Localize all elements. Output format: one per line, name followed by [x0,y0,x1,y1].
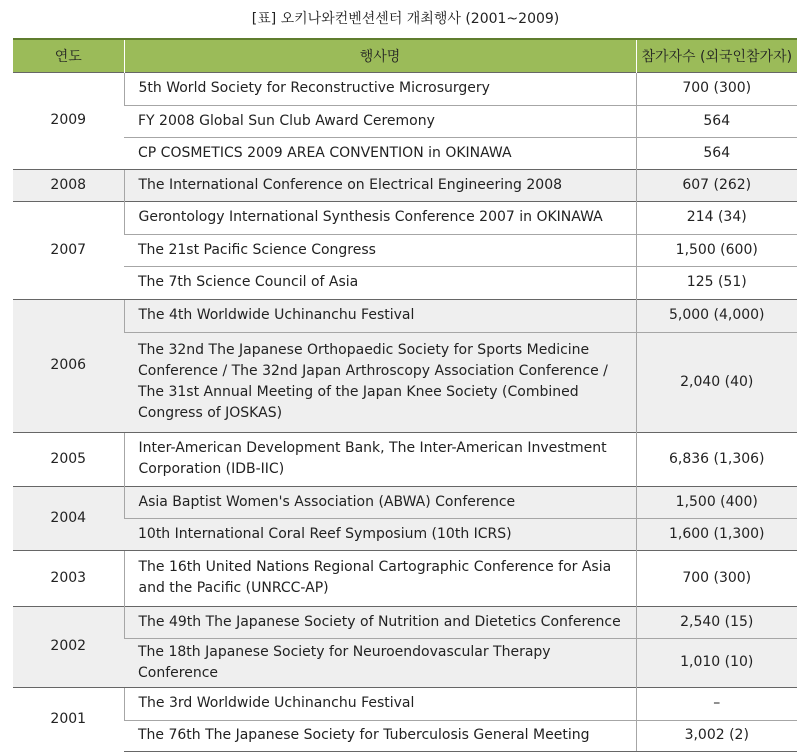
attendance-cell: – [636,687,797,720]
table-row [13,687,797,720]
event-name-cell: 5th World Society for Reconstructive Microsurgery [124,72,636,105]
attendance-cell: 700 (300) [636,72,797,105]
header-row [13,39,797,72]
attendance-cell: 700 (300) [636,550,797,606]
attendance-cell: 1,010 (10) [636,638,797,687]
table-caption: [표] 오키나와컨벤션센터 개최행사 (2001~2009) [251,11,560,27]
header-event: 행사명 [124,39,636,72]
attendance-cell: 5,000 (4,000) [636,299,797,332]
header-year: 연도 [13,39,124,72]
table-row [13,72,797,105]
year-cell: 2004 [13,486,124,550]
event-name-cell: The 21st Pacific Science Congress [124,234,636,266]
year-cell: 2009 [13,72,124,169]
event-name-cell: The 76th The Japanese Society for Tuberculosis General Meeting [124,720,636,751]
table-row [13,606,797,638]
event-name-cell: Gerontology International Synthesis Conference 2007 in OKINAWA [124,201,636,234]
attendance-cell: 607 (262) [636,169,797,201]
table-row [13,638,797,687]
table-row [13,432,797,486]
event-name-cell: Inter-American Development Bank, The Inter-American Investment Corporation (IDB-IIC) [124,432,636,486]
attendance-cell: 1,500 (400) [636,486,797,518]
table-row [13,169,797,201]
year-cell: 2002 [13,606,124,687]
attendance-cell: 1,600 (1,300) [636,518,797,550]
attendance-cell: 2,040 (40) [636,332,797,432]
attendance-cell: 564 [636,105,797,137]
table-row [13,550,797,606]
table-row [13,518,797,550]
event-name-cell: Asia Baptist Women's Association (ABWA) Conference [124,486,636,518]
header-attendance: 참가자수 (외국인참가자) [636,39,797,72]
table-row [13,486,797,518]
event-name-cell: The 16th United Nations Regional Cartographic Conference for Asia and the Pacific (UNRCC-AP) [124,550,636,606]
event-name-cell: FY 2008 Global Sun Club Award Ceremony [124,105,636,137]
year-cell: 2003 [13,550,124,606]
table-row [13,299,797,332]
table-row [13,266,797,299]
table-row [13,720,797,751]
table-row [13,332,797,432]
attendance-cell: 1,500 (600) [636,234,797,266]
year-cell: 2006 [13,299,124,432]
event-name-cell: The 32nd The Japanese Orthopaedic Society for Sports Medicine Conference / The 32nd Japan Arthroscopy Association Conference / The 31st Annual Meeting of the Japan Knee Society (Combined Congress of JOSKAS) [124,332,636,432]
event-name-cell: The 7th Science Council of Asia [124,266,636,299]
table-row [13,137,797,169]
year-cell: 2005 [13,432,124,486]
event-name-cell: The 18th Japanese Society for Neuroendovascular Therapy Conference [124,638,636,687]
table-row [13,234,797,266]
event-name-cell: The 4th Worldwide Uchinanchu Festival [124,299,636,332]
attendance-cell: 6,836 (1,306) [636,432,797,486]
table-row [13,105,797,137]
event-name-cell: 10th International Coral Reef Symposium (10th ICRS) [124,518,636,550]
year-cell: 2008 [13,169,124,201]
year-cell: 2007 [13,201,124,299]
event-name-cell: The 3rd Worldwide Uchinanchu Festival [124,687,636,720]
event-name-cell: The International Conference on Electrical Engineering 2008 [124,169,636,201]
attendance-cell: 3,002 (2) [636,720,797,751]
table-row [13,201,797,234]
attendance-cell: 125 (51) [636,266,797,299]
attendance-cell: 214 (34) [636,201,797,234]
event-name-cell: CP COSMETICS 2009 AREA CONVENTION in OKINAWA [124,137,636,169]
event-name-cell: The 49th The Japanese Society of Nutrition and Dietetics Conference [124,606,636,638]
attendance-cell: 2,540 (15) [636,606,797,638]
events-table [13,38,797,752]
attendance-cell: 564 [636,137,797,169]
year-cell: 2001 [13,687,124,751]
